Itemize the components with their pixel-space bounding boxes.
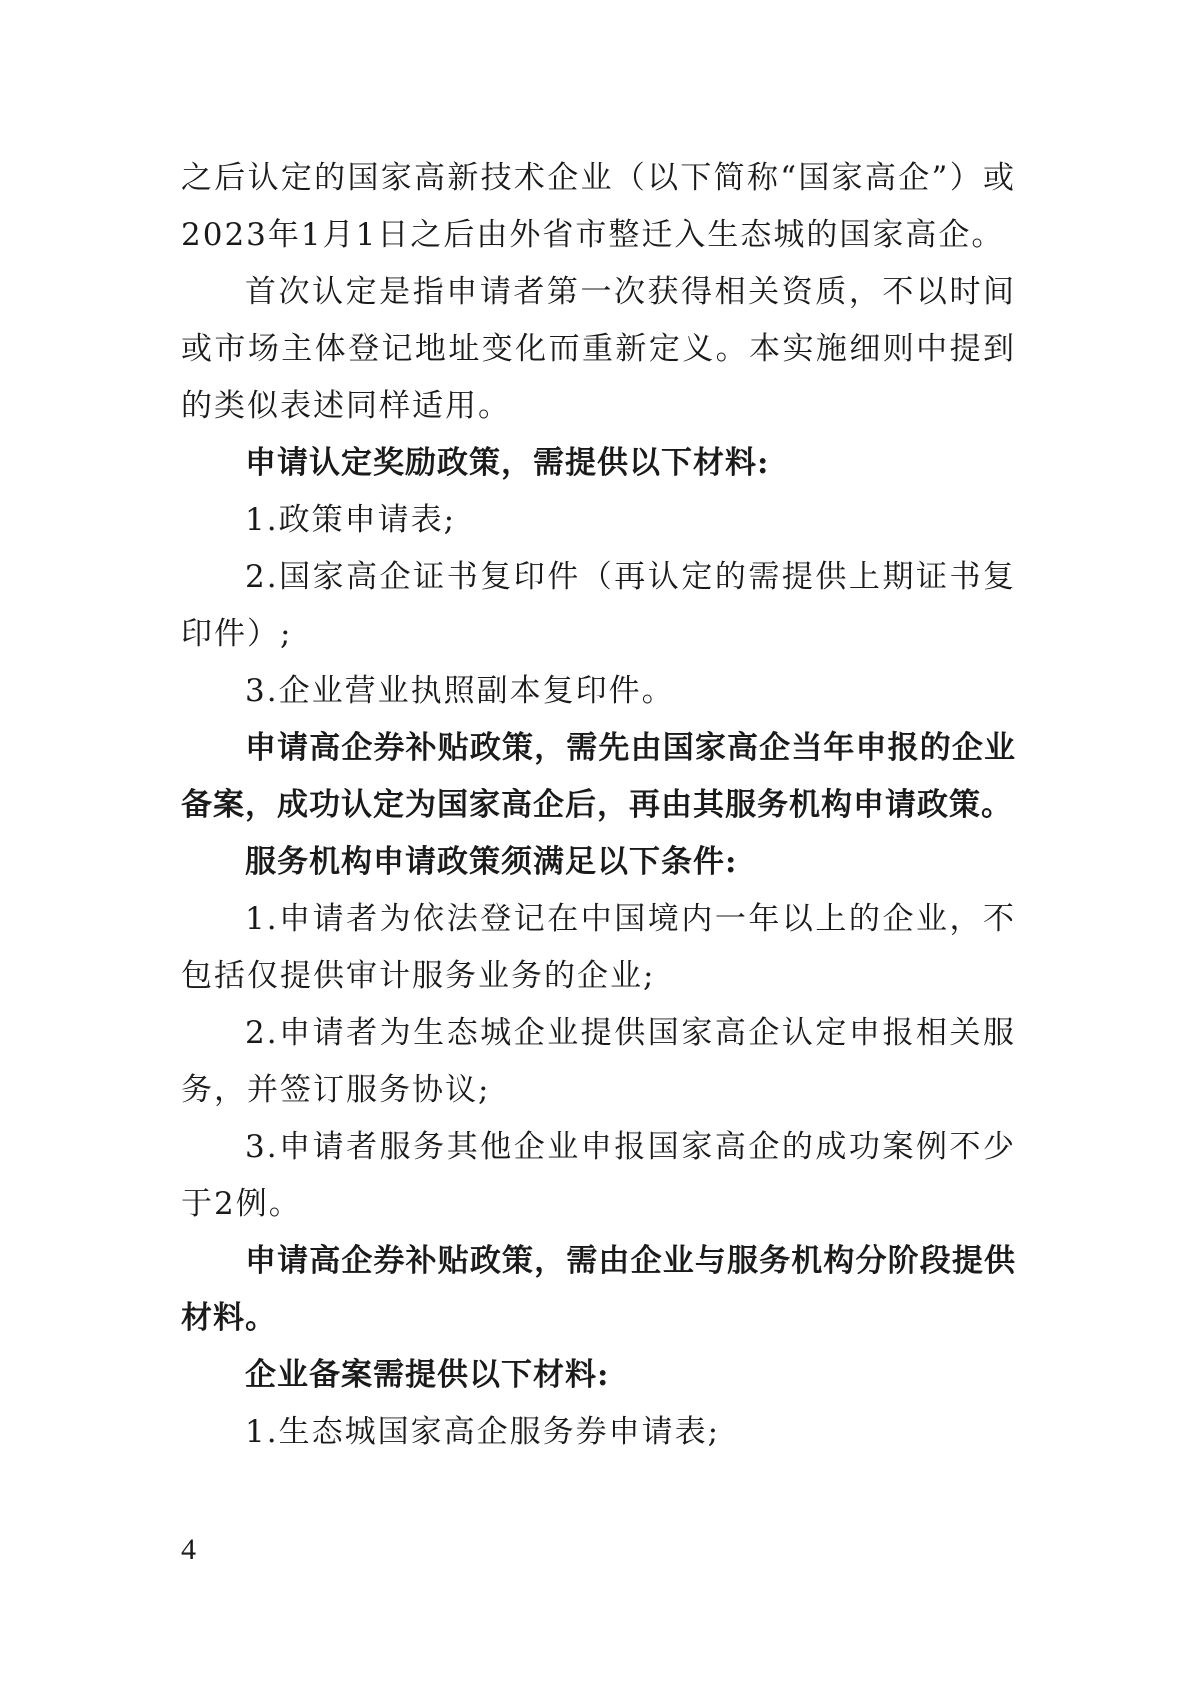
heading-voucher-subsidy-procedure: 申请高企券补贴政策，需先由国家高企当年申报的企业备案，成功认定为国家高企后，再由其服务机构申请政策。 [181,730,1016,823]
list-item-agency-registration: 1.申请者为依法登记在中国境内一年以上的企业，不包括仅提供审计服务业务的企业; [181,901,1016,994]
page-number: 4 [181,1533,196,1566]
document-body [181,150,1016,1461]
heading-enterprise-filing-materials: 企业备案需提供以下材料: [245,1357,610,1393]
list-item-agency-service-agreement: 2.申请者为生态城企业提供国家高企认定申报相关服务，并签订服务协议; [181,1015,1016,1108]
heading-voucher-staged-materials: 申请高企券补贴政策，需由企业与服务机构分阶段提供材料。 [181,1243,1016,1336]
list-item-agency-success-cases: 3.申请者服务其他企业申报国家高企的成功案例不少于2例。 [181,1129,1016,1222]
heading-recognition-reward-materials: 申请认定奖励政策，需提供以下材料: [245,445,770,481]
list-item-policy-application-form: 1.政策申请表; [245,502,457,538]
heading-service-agency-conditions: 服务机构申请政策须满足以下条件: [245,844,738,880]
paragraph-first-recognition-definition: 首次认定是指申请者第一次获得相关资质，不以时间或市场主体登记地址变化而重新定义。本实施细则中提到的类似表述同样适用。 [181,274,1016,424]
list-item-business-license-copy: 3.企业营业执照副本复印件。 [245,673,675,709]
paragraph-eligibility-continued: 之后认定的国家高新技术企业（以下简称“国家高企”）或2023年1月1日之后由外省市整迁入生态城的国家高企。 [181,160,1016,253]
list-item-certificate-copy: 2.国家高企证书复印件（再认定的需提供上期证书复印件）; [181,559,1016,652]
list-item-voucher-application-form: 1.生态城国家高企服务券申请表; [245,1414,721,1450]
